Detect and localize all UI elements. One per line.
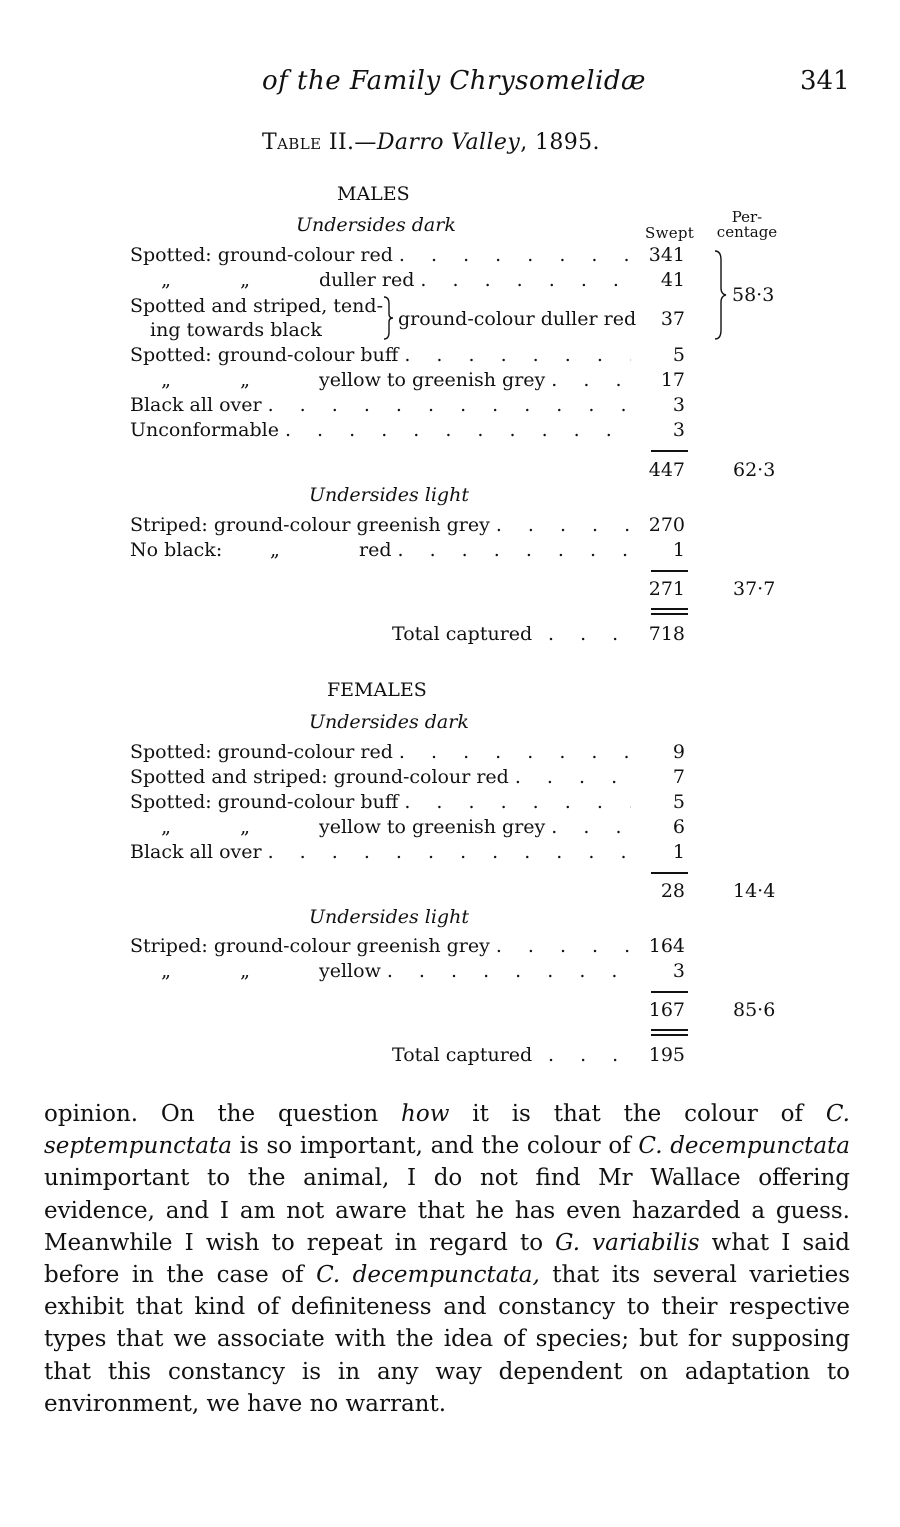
row-label: Black all over bbox=[130, 394, 262, 416]
leader-dots bbox=[496, 514, 631, 536]
table-title-year: , 1895. bbox=[520, 130, 600, 155]
row-label: Spotted: ground-colour red bbox=[130, 741, 393, 763]
species-name: C. decempunctata, bbox=[316, 1262, 540, 1289]
leader-dots: . . . bbox=[548, 1044, 629, 1066]
row-value: 3 bbox=[672, 394, 685, 416]
table-row bbox=[130, 344, 631, 370]
females-heading: FEMALES bbox=[327, 679, 427, 701]
subtotal-percentage: 14·4 bbox=[733, 880, 776, 902]
table-row bbox=[130, 791, 631, 817]
leader-dots bbox=[399, 741, 631, 763]
leader-dots bbox=[404, 791, 631, 813]
page-number: 341 bbox=[800, 66, 850, 96]
females-light-heading: Undersides light bbox=[309, 906, 469, 928]
table-row bbox=[130, 369, 631, 395]
row-label-line-2: ing towards black bbox=[150, 319, 322, 341]
subtotal-value: 167 bbox=[648, 999, 685, 1021]
ditto-mark: „ bbox=[161, 816, 171, 838]
column-percentage-header bbox=[712, 210, 782, 240]
sum-rule bbox=[651, 450, 688, 452]
double-rule bbox=[651, 1034, 688, 1036]
table-row bbox=[130, 816, 631, 842]
ditto-mark: „ bbox=[240, 369, 250, 391]
row-value: 17 bbox=[660, 369, 685, 391]
table-title-prefix: Table bbox=[262, 130, 322, 155]
row-label: duller red bbox=[319, 269, 415, 291]
leader-dots bbox=[404, 344, 631, 366]
subtotal-percentage: 85·6 bbox=[733, 999, 776, 1021]
species-name: G. variabilis bbox=[555, 1229, 700, 1256]
row-label: Spotted: ground-colour buff bbox=[130, 344, 399, 366]
table-title bbox=[262, 130, 600, 155]
leader-dots bbox=[387, 960, 631, 982]
total-label: Total captured bbox=[392, 623, 533, 645]
row-label: Striped: ground-colour greenish grey bbox=[130, 514, 490, 536]
leader-dots bbox=[399, 244, 631, 266]
ditto-mark: „ bbox=[161, 269, 171, 291]
body-paragraph bbox=[44, 1098, 850, 1420]
ditto-mark: „ bbox=[161, 369, 171, 391]
subtotal-value: 28 bbox=[660, 880, 685, 902]
leader-dots bbox=[398, 539, 632, 561]
row-value: 5 bbox=[672, 791, 685, 813]
double-rule bbox=[651, 608, 688, 610]
leader-dots bbox=[551, 369, 631, 391]
table-title-region: Darro Valley bbox=[376, 130, 521, 155]
subtotal-value: 447 bbox=[648, 459, 685, 481]
leader-dots bbox=[420, 269, 631, 291]
ditto-mark: „ bbox=[240, 960, 250, 982]
row-value: 9 bbox=[672, 741, 685, 763]
bracket-percentage: 58·3 bbox=[732, 284, 775, 306]
table-row bbox=[130, 514, 631, 540]
sum-rule bbox=[651, 570, 688, 572]
leader-dots bbox=[268, 841, 631, 863]
subtotal-percentage: 62·3 bbox=[733, 459, 776, 481]
total-value: 718 bbox=[648, 623, 685, 645]
leader-dots bbox=[496, 935, 631, 957]
row-label: Spotted: ground-colour red bbox=[130, 244, 393, 266]
leader-dots: . . . bbox=[548, 623, 629, 645]
column-percentage-line-1: Per- bbox=[731, 208, 763, 226]
leader-dots bbox=[551, 816, 631, 838]
table-row bbox=[130, 766, 631, 792]
ditto-mark: „ bbox=[161, 960, 171, 982]
species-name: C. decempunctata bbox=[638, 1133, 850, 1160]
males-light-heading: Undersides light bbox=[309, 484, 469, 506]
row-value: 6 bbox=[672, 816, 685, 838]
subtotal-value: 271 bbox=[648, 578, 685, 600]
table-row bbox=[130, 419, 631, 445]
double-rule bbox=[651, 613, 688, 615]
text-run: that its several varieties exhibit that kind of definiteness and constancy to their respective types that we associate with the idea of species; but for supposing that this constancy is in any way dependent on adaptation to environment, we have no warrant. bbox=[44, 1262, 851, 1417]
table-row bbox=[130, 841, 631, 867]
total-label: Total captured bbox=[392, 1044, 533, 1066]
row-label: Spotted and striped: ground-colour red bbox=[130, 766, 509, 788]
table-row bbox=[130, 935, 631, 961]
table-row bbox=[130, 269, 631, 295]
brace-icon bbox=[382, 294, 396, 342]
sum-rule bbox=[651, 872, 688, 874]
row-value: 5 bbox=[672, 344, 685, 366]
row-label: Spotted: ground-colour buff bbox=[130, 791, 399, 813]
column-swept-header: Swept bbox=[645, 224, 695, 242]
ditto-mark: „ bbox=[240, 269, 250, 291]
row-value: 3 bbox=[672, 960, 685, 982]
row-label: Striped: ground-colour greenish grey bbox=[130, 935, 490, 957]
text-run-italic: how bbox=[401, 1101, 450, 1127]
text-run: is so important, and the colour of bbox=[231, 1133, 639, 1160]
row-value: 270 bbox=[648, 514, 685, 536]
row-value: 341 bbox=[648, 244, 685, 266]
row-value: 37 bbox=[660, 308, 685, 330]
row-value: 7 bbox=[672, 766, 685, 788]
row-value: 3 bbox=[672, 419, 685, 441]
column-percentage-line-2: centage bbox=[716, 223, 778, 241]
leader-dots bbox=[285, 419, 631, 441]
table-row bbox=[130, 244, 631, 270]
row-value: 1 bbox=[672, 841, 685, 863]
row-label: red bbox=[359, 539, 392, 561]
row-label: Unconformable bbox=[130, 419, 279, 441]
table-row bbox=[130, 539, 631, 565]
row-label: yellow bbox=[319, 960, 381, 982]
sum-rule bbox=[651, 991, 688, 993]
species-name: C. septempunctata bbox=[44, 1101, 850, 1160]
females-dark-heading: Undersides dark bbox=[309, 711, 469, 733]
table-row bbox=[130, 394, 631, 420]
table-row bbox=[130, 741, 631, 767]
row-label: No black: bbox=[130, 539, 223, 561]
double-rule bbox=[651, 1029, 688, 1031]
ditto-mark: „ bbox=[240, 816, 250, 838]
males-dark-heading: Undersides dark bbox=[296, 214, 456, 236]
text-run: what I said before in the case of bbox=[44, 1229, 850, 1289]
text-run: it is that the colour of bbox=[449, 1101, 826, 1127]
table-row-multiline bbox=[130, 294, 383, 342]
table-row bbox=[130, 960, 631, 986]
total-value: 195 bbox=[648, 1044, 685, 1066]
text-run: opinion. On the question bbox=[44, 1101, 402, 1127]
row-label-group: ground-colour duller red bbox=[398, 308, 637, 330]
males-heading: MALES bbox=[337, 183, 410, 205]
row-label: yellow to greenish grey bbox=[319, 369, 546, 391]
row-label: Black all over bbox=[130, 841, 262, 863]
running-title: of the Family Chrysomelidæ bbox=[262, 66, 646, 96]
subtotal-percentage: 37·7 bbox=[733, 578, 776, 600]
row-value: 164 bbox=[648, 935, 685, 957]
ditto-mark: „ bbox=[270, 539, 280, 561]
row-label-line-1: Spotted and striped, tend- bbox=[130, 295, 383, 317]
text-run: unimportant to the animal, I do not find Mr Wallace offering evidence, and I am not aware that he has even hazarded a guess. Meanwhile I wish to repeat in regard to bbox=[44, 1165, 850, 1256]
leader-dots bbox=[268, 394, 631, 416]
row-label: yellow to greenish grey bbox=[319, 816, 546, 838]
leader-dots bbox=[515, 766, 631, 788]
table-title-number: II.— bbox=[328, 130, 377, 155]
row-value: 41 bbox=[660, 269, 685, 291]
row-value: 1 bbox=[672, 539, 685, 561]
brace-icon bbox=[712, 248, 728, 342]
